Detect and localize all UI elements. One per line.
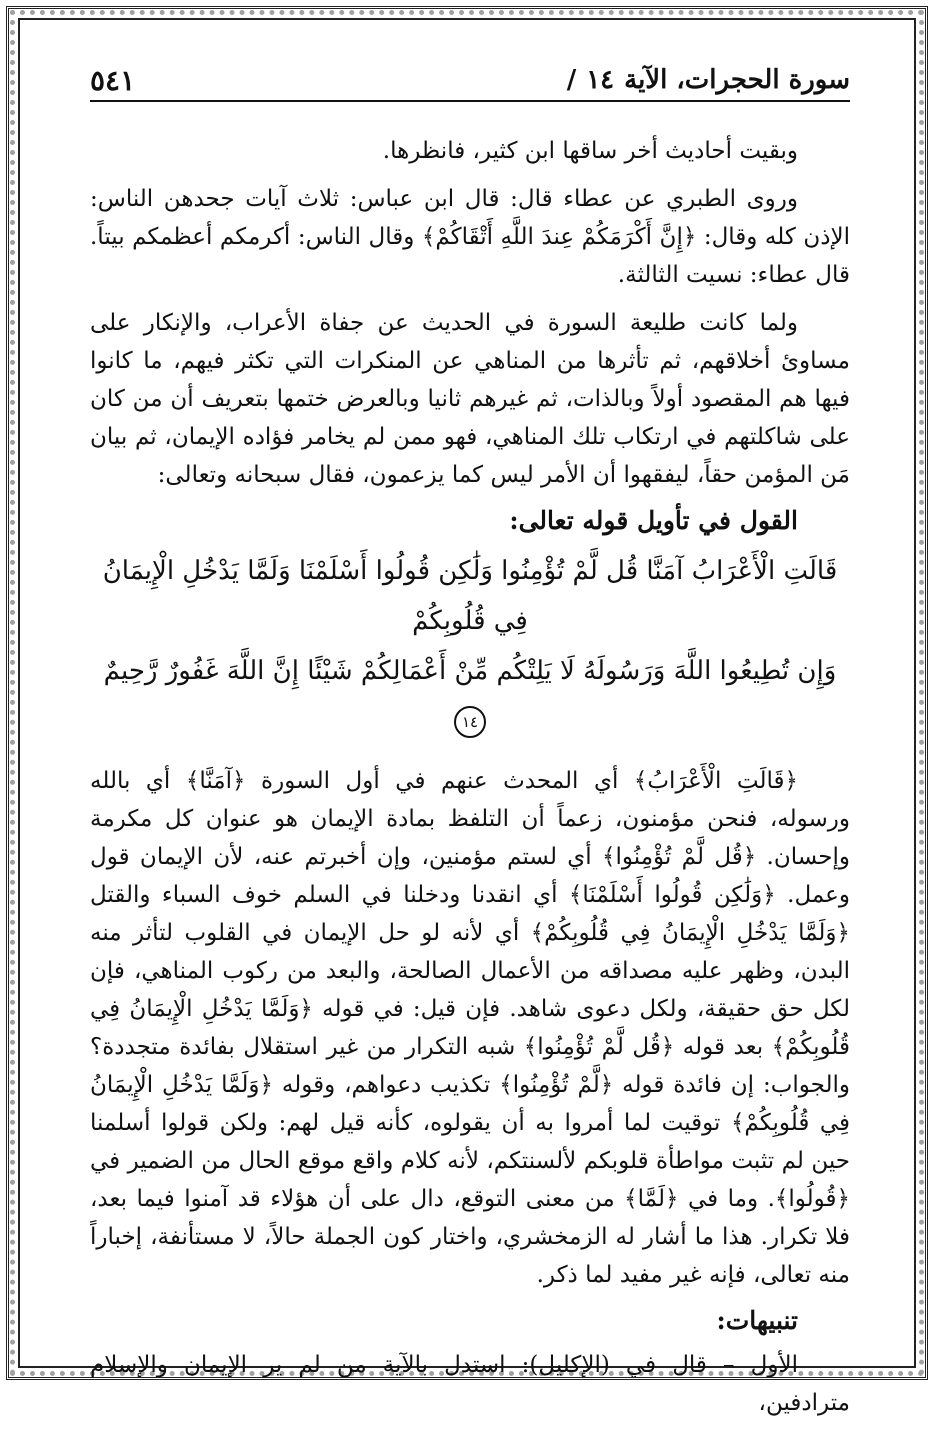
surah-title: سورة الحجرات، الآية (624, 65, 850, 95)
verse-line-2-wrap (90, 646, 850, 746)
paragraph-5: الأول – قال في (الإكليل): استدل بالآية من لم ير الإيمان والإسلام مترادفين، (90, 1352, 850, 1416)
header-title (567, 65, 850, 95)
paragraph-2: وروى الطبري عن عطاء قال: قال ابن عباس: ثلاث آيات جحدهن الناس: الإذن كله وقال: ﴿إِنَّ أَكْرَمَكُمْ عِندَ اللَّهِ أَتْقَاكُمْ﴾ وقال الناس: أكرمكم أعظمكم بيتاً. قال عطاء: نسيت الثالثة. (90, 186, 850, 288)
page-number: ٥٤١ (90, 63, 136, 97)
paragraph-3: ولما كانت طليعة السورة في الحديث عن جفاة الأعراب، والإنكار على مساوئ أخلاقهم، ثم تأثرها من المناهي عن المنكرات التي تكثر فيهم، ما كانوا فيها هم المقصود أولاً وبالذات، ثم غيرهم ثانيا وبالعرض ختمها بتعريف أن من كان على شاكلتهم في ارتكاب تلك المناهي، فهو ممن لم يخامر فؤاده الإيمان، ثم بيان مَن المؤمن حقاً، ليفقهوا أن الأمر ليس كما يزعمون، فقال سبحانه وتعالى: (90, 310, 850, 488)
notes-heading: تنبيهات: (716, 1306, 798, 1335)
verse-line-2: وَإِن تُطِيعُوا اللَّهَ وَرَسُولَهُ لَا يَلِتْكُم مِّنْ أَعْمَالِكُمْ شَيْئًا إِنَّ اللَّهَ غَفُورٌ رَّحِيمٌ (103, 656, 837, 686)
header-separator: / (566, 65, 577, 95)
paragraph-4: ﴿قَالَتِ الْأَعْرَابُ﴾ أي المحدث عنهم في أول السورة ﴿آمَنَّا﴾ أي بالله ورسوله، فنحن مؤمنون، زعماً أن التلفظ بمادة الإيمان هو عنوان كل مكرمة وإحسان. ﴿قُل لَّمْ تُؤْمِنُوا﴾ أي لستم مؤمنين، وإن أخبرتم عنه، لأن الإيمان قول وعمل. ﴿وَلَٰكِن قُولُوا أَسْلَمْنَا﴾ أي انقدنا ودخلنا في السلم خوف السباء والقتل ﴿وَلَمَّا يَدْخُلِ الْإِيمَانُ فِي قُلُوبِكُمْ﴾ أي لأنه لو حل الإيمان في القلوب لتأثر منه البدن، وظهر عليه مصداقه من الأعمال الصالحة، والبعد من ركوب المناهي، فإن لكل حق حقيقة، ولكل دعوى شاهد. فإن قيل: في قوله ﴿وَلَمَّا يَدْخُلِ الْإِيمَانُ فِي قُلُوبِكُمْ﴾ بعد قوله ﴿قُل لَّمْ تُؤْمِنُوا﴾ شبه التكرار من غير استقلال بفائدة متجددة؟ والجواب: إن فائدة قوله ﴿لَّمْ تُؤْمِنُوا﴾ تكذيب دعواهم، وقوله ﴿وَلَمَّا يَدْخُلِ الْإِيمَانُ فِي قُلُوبِكُمْ﴾ توقيت لما أمروا به أن يقولوه، كأنه قيل لهم: ولكن قولوا أسلمنا حين لم تثبت مواطأة قلوبكم لألسنتكم، لأنه كلام واقع موقع الحال من الضمير في ﴿قُولُوا﴾. وما في ﴿لَمَّا﴾ من معنى التوقع، دال على أن هؤلاء قد آمنوا فيما بعد، فلا تكرار. هذا ما أشار له الزمخشري، واختار كون الجملة حالاً، لا مستأنفة، إخباراً منه تعالى، فإنه غير مفيد لما ذكر. (90, 768, 850, 1288)
quran-verse (90, 546, 850, 746)
running-header (90, 60, 850, 102)
header-ayah-number: ١٤ (586, 65, 615, 95)
paragraph-1: وبقيت أحاديث أخر ساقها ابن كثير، فانظرها. (382, 138, 798, 164)
ayah-number-marker: ١٤ (454, 706, 486, 738)
verse-line-1: قَالَتِ الْأَعْرَابُ آمَنَّا قُل لَّمْ تُؤْمِنُوا وَلَٰكِن قُولُوا أَسْلَمْنَا وَلَمَّا يَدْخُلِ الْإِيمَانُ فِي قُلُوبِكُمْ (102, 556, 838, 636)
section-heading: القول في تأويل قوله تعالى: (509, 506, 798, 535)
page-content (90, 60, 850, 1432)
